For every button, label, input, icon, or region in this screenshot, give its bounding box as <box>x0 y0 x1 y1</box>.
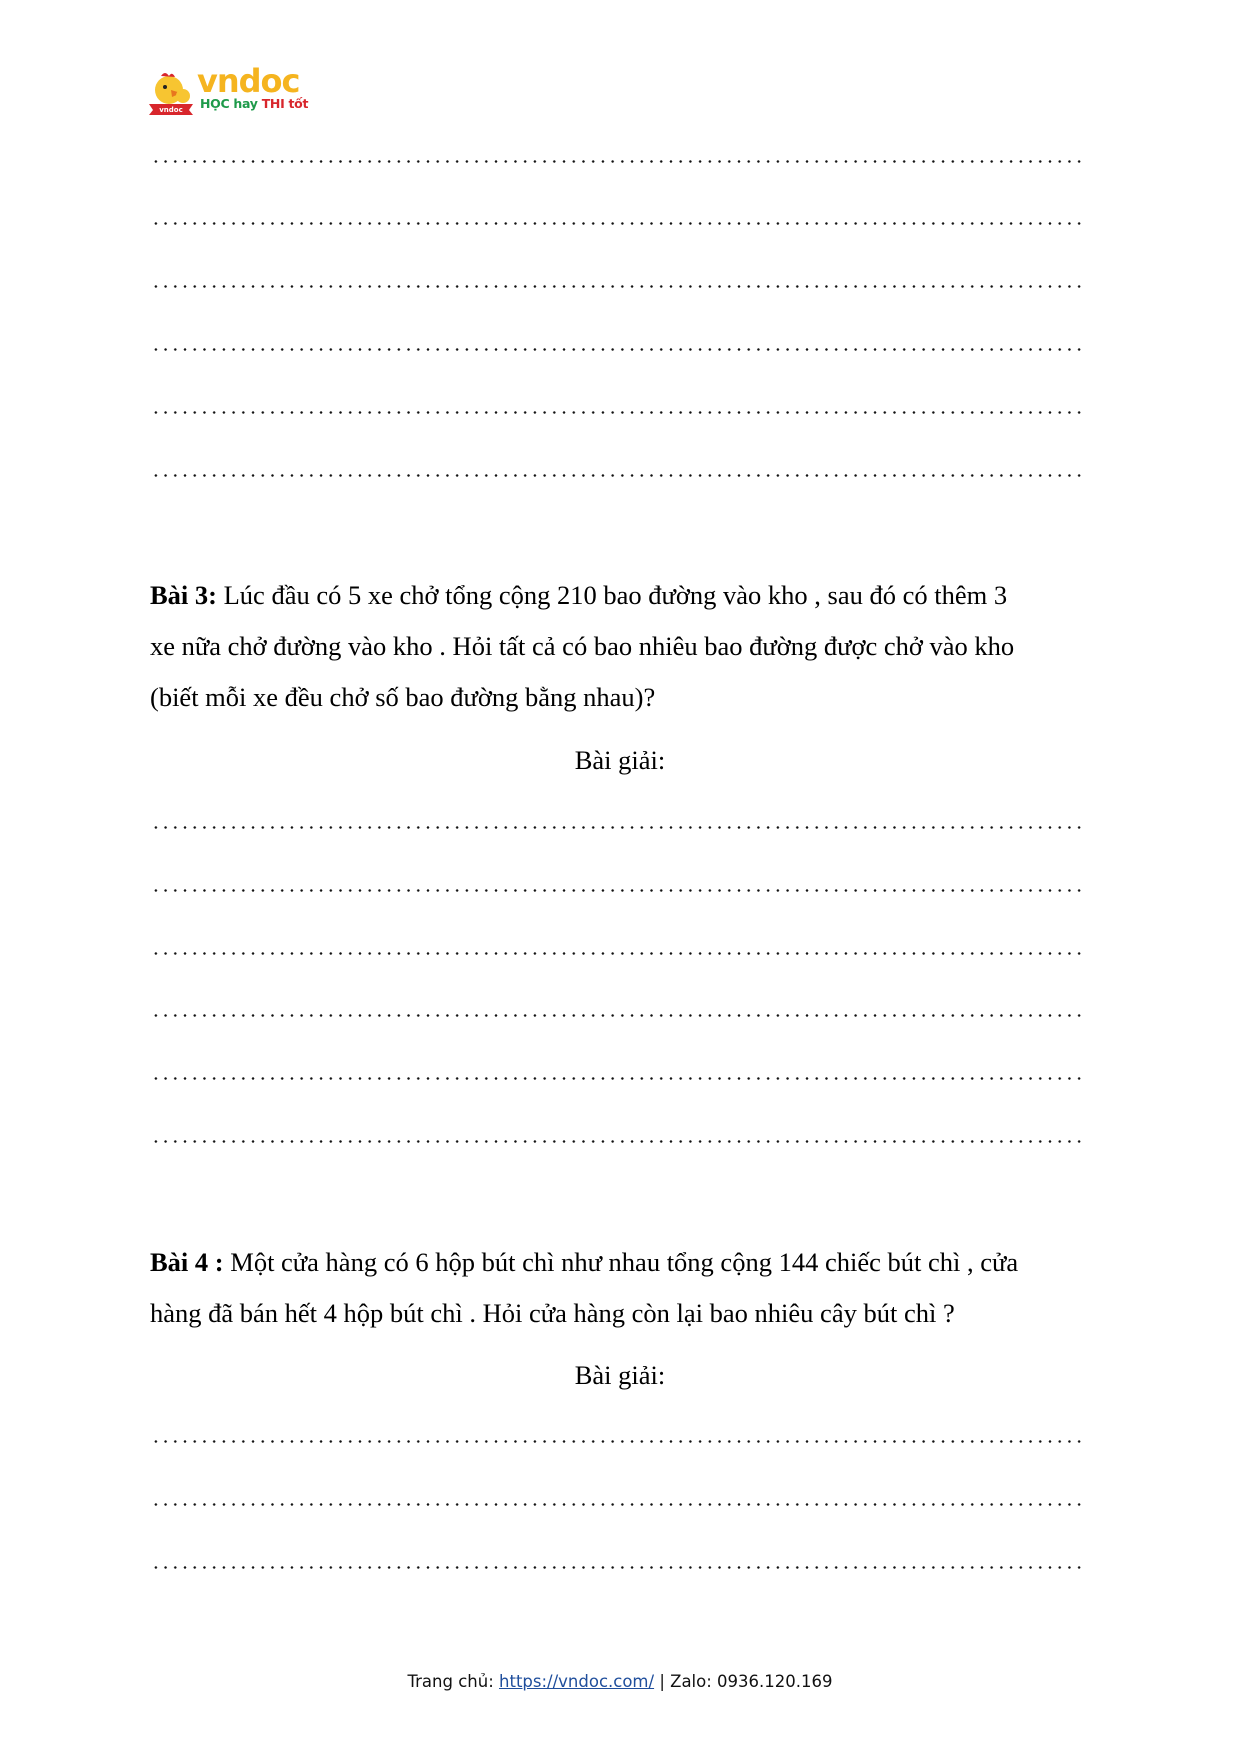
dotted-answer-line <box>151 1566 1084 1569</box>
question-line <box>150 570 1110 621</box>
question-line <box>150 1237 1110 1288</box>
dotted-answer-line <box>151 1140 1084 1143</box>
exercise-label: Bài 4 : <box>150 1247 224 1277</box>
dotted-answer-line <box>151 1503 1084 1506</box>
dotted-answer-line <box>151 348 1084 351</box>
dotted-answer-line <box>151 889 1084 892</box>
dotted-answer-line <box>151 1440 1084 1443</box>
page-footer <box>0 1672 1240 1691</box>
footer-zalo-number: 0936.120.169 <box>717 1672 833 1691</box>
vndoc-logo <box>147 62 309 122</box>
logo-slogan <box>200 96 308 111</box>
footer-home-link[interactable]: https://vndoc.com/ <box>499 1672 655 1691</box>
dotted-answer-line <box>151 222 1084 225</box>
footer-zalo-label: Zalo: <box>670 1672 712 1691</box>
footer-home-label: Trang chủ: <box>407 1672 494 1691</box>
question-text: Lúc đầu có 5 xe chở tổng cộng 210 bao đường vào kho , sau đó có thêm 3 <box>223 580 1008 610</box>
logo-slogan-part1: HỌC hay <box>200 96 258 111</box>
footer-separator: | <box>659 1672 665 1691</box>
exercise-4-solution-label: Bài giải: <box>574 1360 666 1390</box>
question-line: xe nữa chở đường vào kho . Hỏi tất cả có bao nhiêu bao đường được chở vào kho <box>150 631 1015 661</box>
question-line: hàng đã bán hết 4 hộp bút chì . Hỏi cửa hàng còn lại bao nhiêu cây bút chì ? <box>150 1298 955 1328</box>
exercise-label: Bài 3: <box>150 580 217 610</box>
logo-brand-text: vndoc <box>197 62 300 100</box>
dotted-answer-line <box>151 1014 1084 1017</box>
logo-slogan-part2: THI tốt <box>261 96 309 111</box>
dotted-answer-line <box>151 474 1084 477</box>
exercise-3-question <box>150 570 1110 723</box>
question-text: Một cửa hàng có 6 hộp bút chì như nhau tổng cộng 144 chiếc bút chì , cửa <box>230 1247 1019 1277</box>
dotted-answer-line <box>151 285 1084 288</box>
dotted-answer-line <box>151 1077 1084 1080</box>
dotted-answer-line <box>151 411 1084 414</box>
dotted-answer-line <box>151 952 1084 955</box>
dotted-answer-line <box>151 826 1084 829</box>
question-line: (biết mỗi xe đều chở số bao đường bằng nhau)? <box>150 682 656 712</box>
exercise-4-question <box>150 1237 1110 1339</box>
exercise-3-solution-label: Bài giải: <box>574 745 666 775</box>
dotted-answer-line <box>151 160 1084 163</box>
svg-text:vndoc: vndoc <box>159 106 183 114</box>
chicken-mascot-icon <box>147 70 195 118</box>
